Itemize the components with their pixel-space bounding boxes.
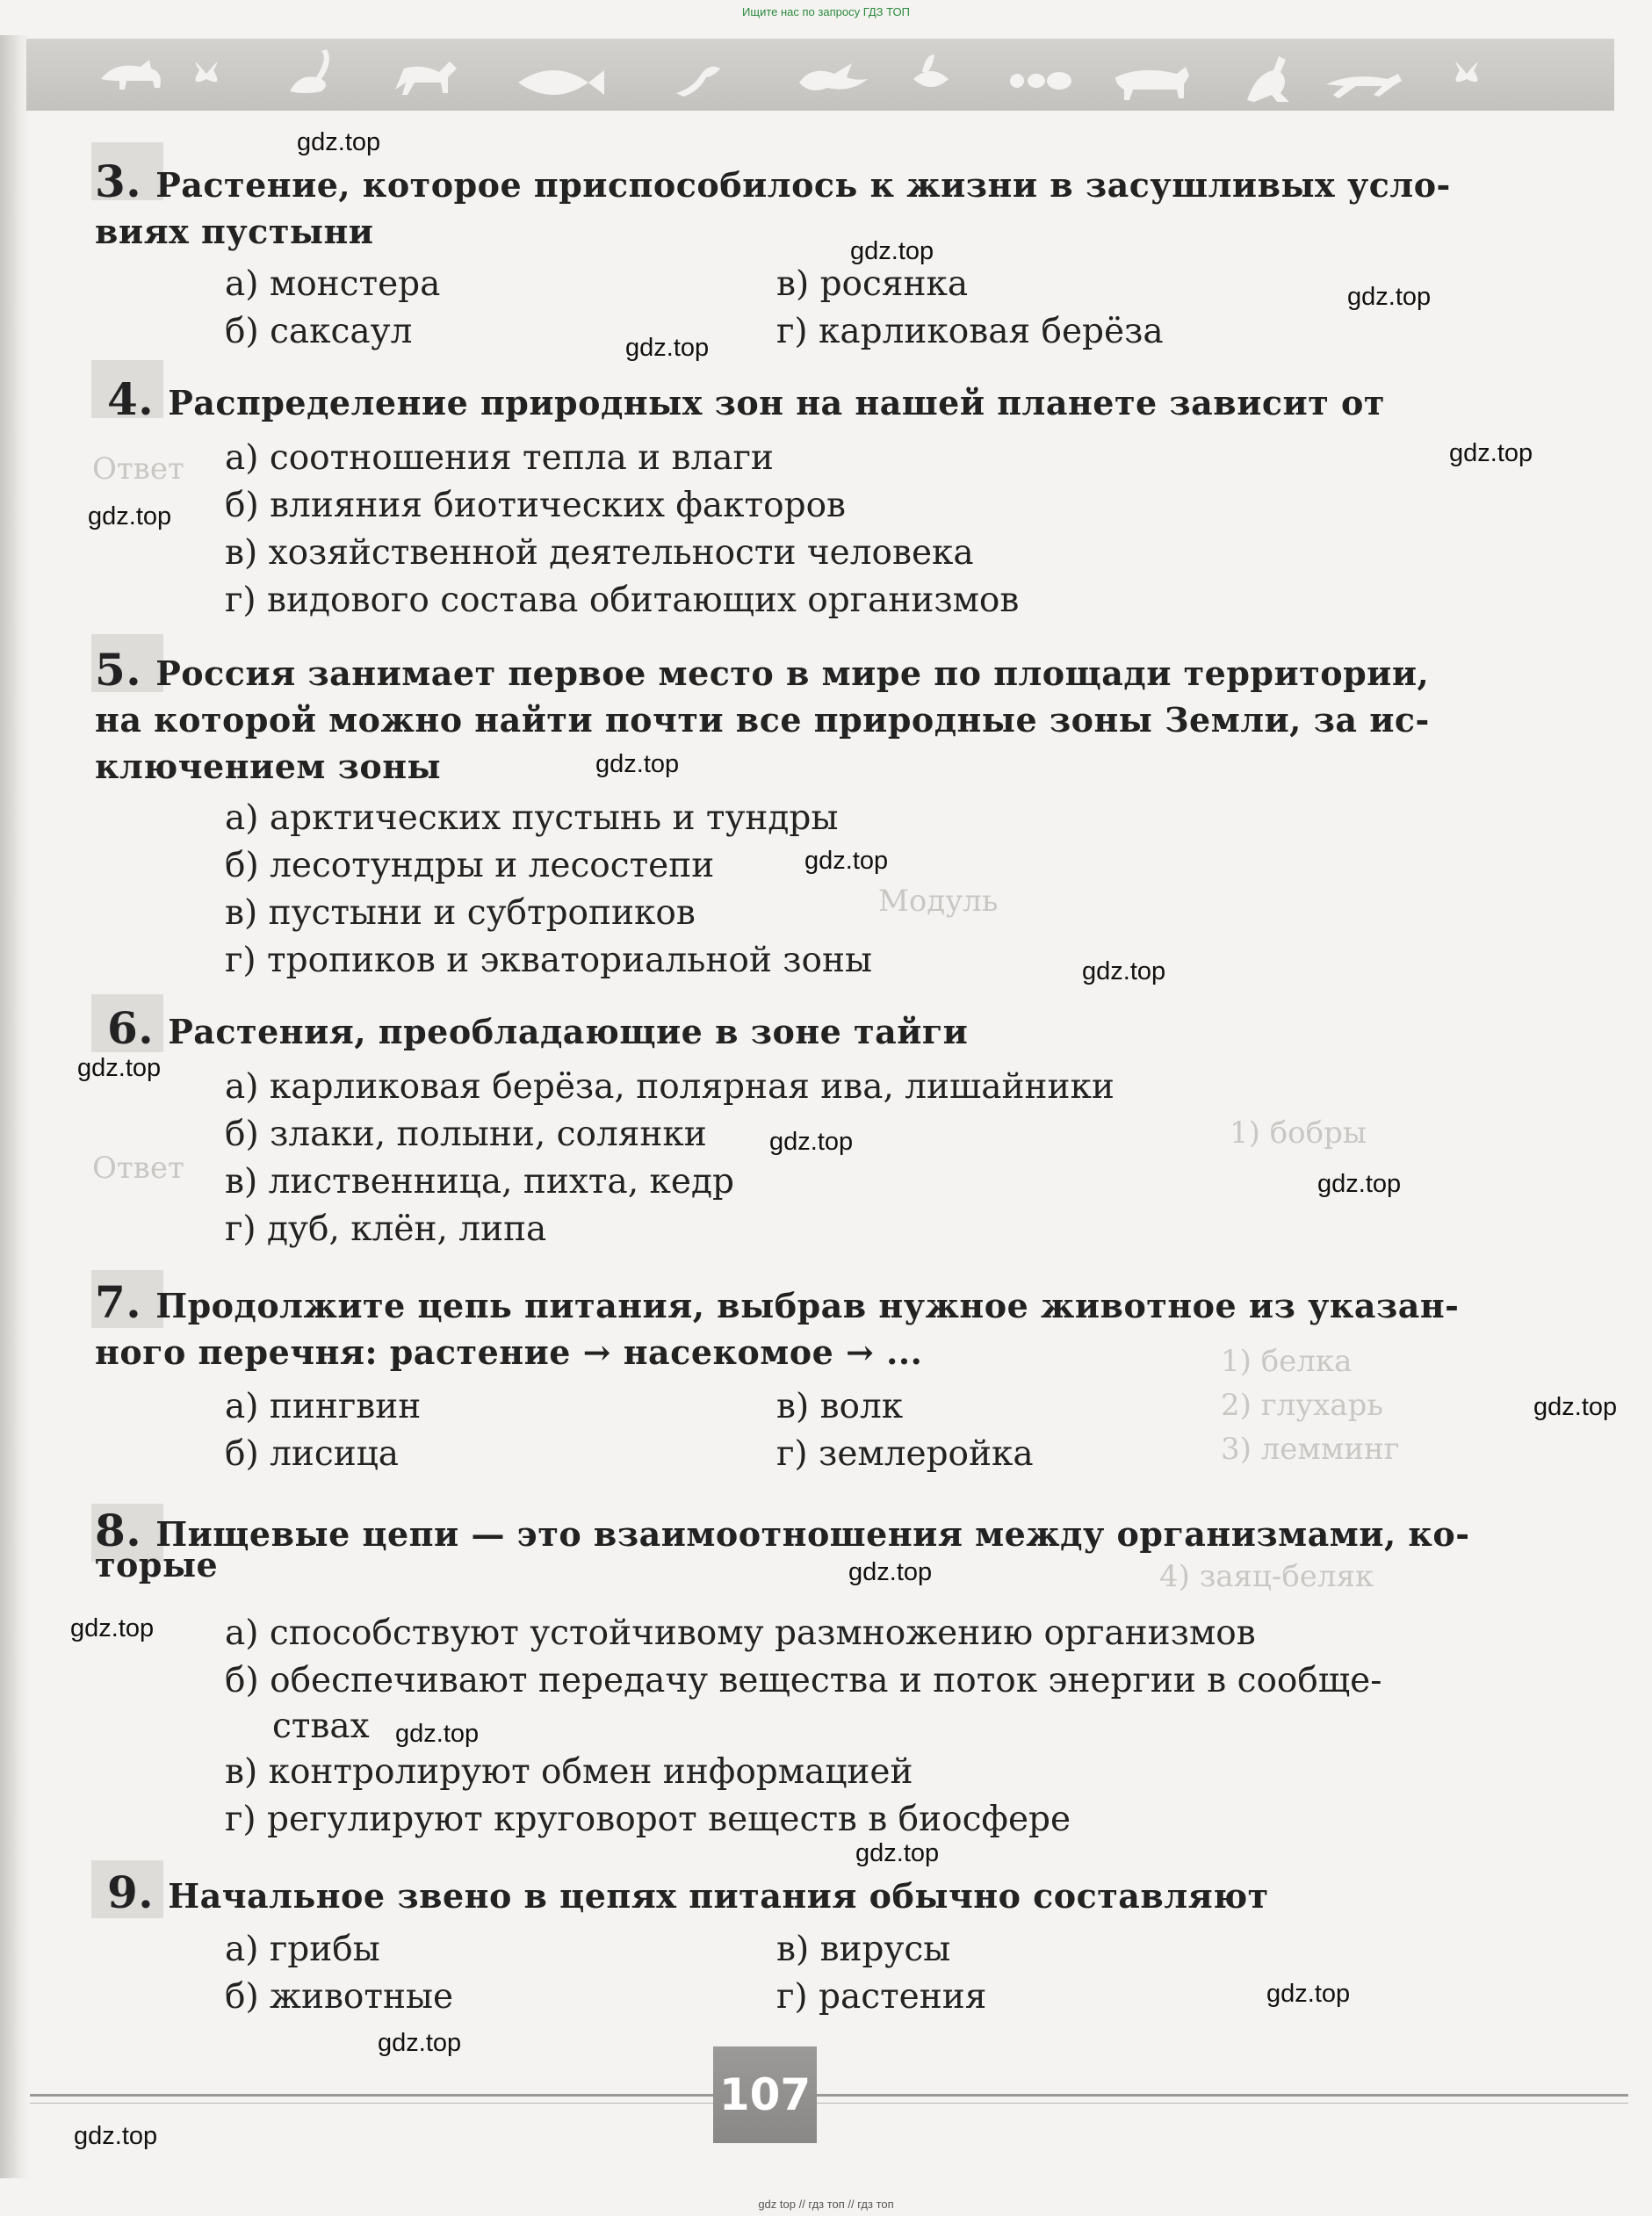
question-5-text: 5. Россия занимает первое место в мире по площади территории, на которой можно найти почти все природные зоны Земли, за ис- ключением зоны [95, 644, 1430, 786]
option-b-continued: ствах [272, 1707, 370, 1746]
watermark: gdz.top [378, 2029, 462, 2057]
option-a: а) карликовая берёза, полярная ива, лишайники [225, 1067, 1115, 1107]
page-binding-shadow [0, 35, 30, 2178]
option-v: в) лиственница, пихта, кедр [225, 1162, 734, 1202]
option-g: г) карликовая берёза [776, 312, 1164, 351]
bee-icon [913, 54, 949, 87]
question-number: 8. [95, 1505, 142, 1556]
watermark: gdz.top [77, 1054, 162, 1082]
option-g: г) видового состава обитающих организмов [225, 581, 1020, 620]
option-b: б) лесотундры и лесостепи [225, 846, 715, 885]
question-3-text: 3. Растение, которое приспособилось к жизни в засушливых усло- виях пустыни [95, 155, 1451, 251]
watermark: gdz.top [297, 128, 381, 156]
footer-note: gdz top // гдз топ // гдз топ [758, 2198, 894, 2211]
option-b: б) саксаул [225, 312, 413, 351]
horse-icon [395, 61, 457, 95]
ghost-text: 2) глухарь [1221, 1388, 1383, 1423]
ghost-text: Модуль [878, 884, 999, 919]
cheetah-icon [1326, 74, 1402, 98]
watermark: gdz.top [595, 750, 680, 778]
option-g: г) тропиков и экваториальной зоны [225, 941, 873, 980]
scorpion-icon [290, 49, 329, 93]
option-a: а) монстера [225, 264, 441, 304]
question-9-text: 9. Начальное звено в цепях питания обычно составляют [107, 1866, 1269, 1918]
ghost-text: 1) бобры [1230, 1115, 1367, 1151]
watermark: gdz.top [1449, 439, 1533, 467]
ghost-text: 1) белка [1221, 1344, 1353, 1379]
bull-icon [1115, 67, 1189, 100]
ghost-text: 3) лемминг [1221, 1432, 1400, 1467]
option-a: а) грибы [225, 1930, 380, 1969]
option-b: б) влияния биотических факторов [225, 486, 847, 525]
watermark: gdz.top [850, 237, 934, 265]
question-6-text: 6. Растения, преобладающие в зоне тайги [107, 1002, 969, 1054]
option-g: г) растения [776, 1977, 987, 2017]
watermark: gdz.top [1347, 283, 1432, 311]
lizard-icon [676, 67, 720, 97]
question-number: 9. [107, 1866, 155, 1918]
option-b: б) обеспечивают передачу вещества и поток энергии в сообще- [225, 1661, 1382, 1700]
watermark: gdz.top [88, 502, 172, 531]
animal-banner [26, 39, 1614, 111]
option-b: б) злаки, полыни, солянки [225, 1115, 707, 1154]
option-v: в) хозяйственной деятельности человека [225, 533, 974, 573]
watermark: gdz.top [70, 1614, 155, 1642]
ant-icon [1010, 72, 1071, 90]
page-number: 107 [713, 2046, 817, 2143]
question-number: 5. [95, 644, 142, 696]
watermark: gdz.top [1533, 1393, 1618, 1421]
watermark: gdz.top [625, 334, 710, 362]
option-v: в) контролируют обмен информацией [225, 1752, 913, 1792]
option-a: а) пингвин [225, 1387, 422, 1426]
watermark: gdz.top [855, 1839, 940, 1867]
footer-rule-thin [30, 2103, 1628, 2104]
watermark: gdz.top [1082, 957, 1166, 985]
option-b: б) животные [225, 1977, 454, 2017]
footer-rule [30, 2094, 1628, 2097]
animal-silhouettes [26, 39, 1614, 111]
option-v: в) вирусы [776, 1930, 951, 1969]
option-a: а) арктических пустынь и тундры [225, 798, 839, 838]
question-number: 4. [107, 373, 155, 425]
option-g: г) землеройка [776, 1434, 1034, 1474]
watermark: gdz.top [1266, 1980, 1351, 2008]
question-number: 3. [95, 155, 142, 207]
option-a: а) способствуют устойчивому размножению организмов [225, 1613, 1256, 1653]
option-b: б) лисица [225, 1434, 400, 1474]
option-v: в) волк [776, 1387, 904, 1426]
watermark: gdz.top [848, 1558, 933, 1586]
option-v: в) росянка [776, 264, 969, 304]
ghost-text: Ответ [92, 1151, 184, 1186]
ghost-text: 4) заяц-беляк [1159, 1559, 1374, 1594]
watermark: gdz.top [395, 1720, 480, 1748]
question-number: 6. [107, 1002, 155, 1054]
watermark: gdz.top [804, 847, 889, 875]
butterfly-icon [1456, 62, 1478, 82]
butterfly-icon [196, 62, 218, 82]
bird-icon [799, 63, 868, 90]
ghost-text: Ответ [92, 451, 184, 487]
watermark: gdz.top [769, 1128, 854, 1156]
fish-icon [518, 70, 604, 95]
question-number: 7. [95, 1276, 142, 1328]
rhino-icon [101, 60, 161, 90]
header-note: Ищите нас по запросу ГДЗ ТОП [742, 5, 910, 18]
watermark: gdz.top [74, 2122, 158, 2150]
kangaroo-icon [1247, 56, 1289, 102]
watermark: gdz.top [1317, 1170, 1402, 1198]
option-v: в) пустыни и субтропиков [225, 893, 696, 933]
option-a: а) соотношения тепла и влаги [225, 438, 774, 478]
question-4-text: 4. Распределение природных зон на нашей планете зависит от [107, 373, 1385, 425]
question-7-text: 7. Продолжите цепь питания, выбрав нужное животное из указан- ного перечня: растение → насекомое → ... [95, 1276, 1460, 1372]
question-8-text: 8. Пищевые цепи — это взаимоотношения между организмами, ко- торые [95, 1505, 1470, 1584]
option-g: г) дуб, клён, липа [225, 1209, 547, 1249]
option-g: г) регулируют круговорот веществ в биосфере [225, 1800, 1071, 1839]
